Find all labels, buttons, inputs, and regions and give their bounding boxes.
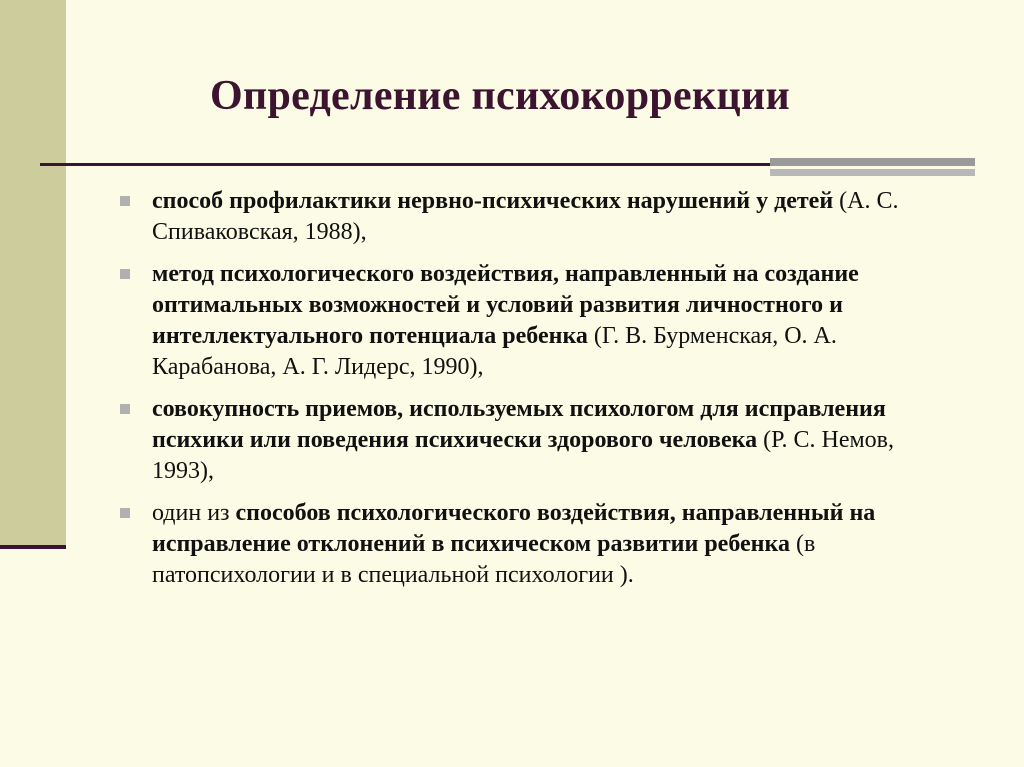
- list-item: [120, 394, 960, 487]
- list-item: [120, 259, 960, 383]
- list-item: [120, 498, 960, 591]
- square-bullet-icon: [120, 269, 130, 279]
- square-bullet-icon: [120, 508, 130, 518]
- item-source: (Г. В. Бурменская, О. А. Карабанова, А. Г. Лидерс, 1990),: [152, 323, 837, 380]
- square-bullet-icon: [120, 196, 130, 206]
- item-source: (А. С. Спиваковская, 1988),: [152, 188, 899, 245]
- left-decorative-bar: [0, 0, 66, 546]
- item-source: (в патопсихологии и в специальной психологии ).: [152, 531, 816, 588]
- definition-list: [120, 186, 960, 602]
- left-bar-rule: [0, 545, 66, 549]
- item-lead-text: один из: [152, 500, 236, 526]
- list-item: [120, 186, 960, 248]
- item-definition: способ профилактики нервно-психических нарушений у детей: [152, 188, 834, 214]
- item-definition: метод психологического воздействия, направленный на создание оптимальных возможностей и условий развития личностного и интеллектуального потенциала ребенка: [152, 261, 859, 349]
- slide-title: Определение психокоррекции: [210, 73, 790, 119]
- title-divider: [40, 163, 770, 166]
- item-definition: совокупность приемов, используемых психологом для исправления психики или поведения психически здорового человека: [152, 396, 886, 453]
- item-definition: способов психологического воздействия, направленный на исправление отклонений в психическом развитии ребенка: [152, 500, 876, 557]
- square-bullet-icon: [120, 404, 130, 414]
- item-source: (Р. С. Немов, 1993),: [152, 427, 894, 484]
- title-divider-accent: [770, 158, 975, 176]
